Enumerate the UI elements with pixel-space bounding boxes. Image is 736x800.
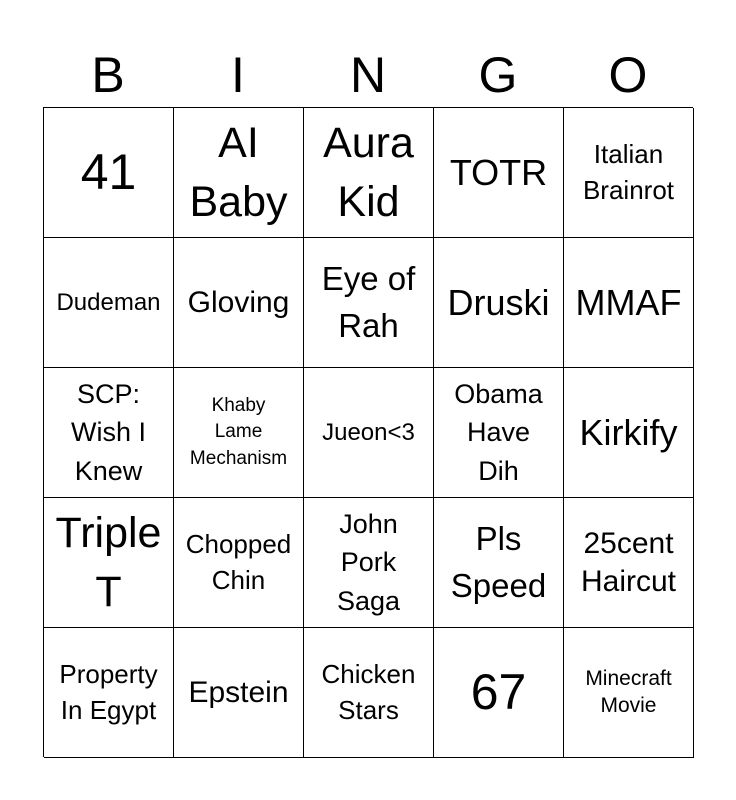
bingo-cell[interactable]: [564, 368, 694, 498]
header-letter-o: O: [608, 47, 648, 103]
cell-text: 41: [80, 143, 137, 200]
bingo-grid: [43, 107, 693, 757]
cell-text: Chopped Chin: [185, 529, 292, 595]
cell-text: Italian Brainrot: [582, 139, 675, 205]
cell-text: Epstein: [188, 675, 289, 709]
cell-text: Chicken Stars: [321, 659, 416, 725]
bingo-cell[interactable]: [44, 238, 174, 368]
bingo-cell[interactable]: [174, 628, 304, 758]
bingo-cell[interactable]: [44, 498, 174, 628]
header-letter-g: G: [478, 47, 518, 103]
cell-text: MMAF: [575, 282, 682, 323]
cell-text: 25cent Haircut: [580, 527, 677, 598]
bingo-header: [43, 44, 693, 106]
cell-text: Obama Have Dih: [454, 379, 543, 486]
bingo-cell[interactable]: [434, 628, 564, 758]
bingo-cell[interactable]: [434, 368, 564, 498]
bingo-cell[interactable]: [304, 498, 434, 628]
cell-text: Property In Egypt: [59, 659, 158, 725]
cell-text: Kirkify: [579, 412, 678, 453]
header-letter-i: I: [231, 47, 245, 103]
header-letter-n: N: [349, 47, 387, 103]
bingo-cell[interactable]: [44, 628, 174, 758]
bingo-cell[interactable]: [174, 108, 304, 238]
bingo-cell[interactable]: [564, 238, 694, 368]
bingo-cell[interactable]: [304, 368, 434, 498]
cell-text: Druski: [447, 282, 550, 323]
cell-text: 67: [470, 663, 527, 720]
cell-text: SCP: Wish I Knew: [70, 379, 146, 486]
cell-text: Gloving: [187, 285, 290, 319]
bingo-cell[interactable]: [304, 238, 434, 368]
bingo-cell[interactable]: [564, 628, 694, 758]
bingo-cell[interactable]: [44, 108, 174, 238]
bingo-cell[interactable]: [174, 368, 304, 498]
bingo-cell[interactable]: [174, 238, 304, 368]
bingo-cell[interactable]: [304, 108, 434, 238]
bingo-cell[interactable]: [44, 368, 174, 498]
cell-text: Minecraft Movie: [585, 666, 672, 717]
bingo-cell[interactable]: [564, 108, 694, 238]
cell-text: AI Baby: [189, 119, 288, 226]
cell-text: Triple T: [55, 509, 162, 616]
bingo-cell[interactable]: [564, 498, 694, 628]
cell-text: John Pork Saga: [336, 509, 401, 616]
bingo-cell[interactable]: [174, 498, 304, 628]
bingo-cell[interactable]: [434, 238, 564, 368]
cell-text: TOTR: [449, 152, 548, 193]
cell-text: Eye of Rah: [321, 260, 416, 344]
bingo-cell[interactable]: [434, 108, 564, 238]
cell-text: Khaby Lame Mechanism: [189, 394, 288, 469]
cell-text: Pls Speed: [450, 520, 547, 604]
bingo-cell[interactable]: [434, 498, 564, 628]
header-letter-b: B: [91, 47, 125, 103]
bingo-cell[interactable]: [304, 628, 434, 758]
cell-text: Jueon<3: [322, 418, 415, 446]
cell-text: Aura Kid: [323, 119, 414, 226]
cell-text: Dudeman: [56, 288, 161, 316]
